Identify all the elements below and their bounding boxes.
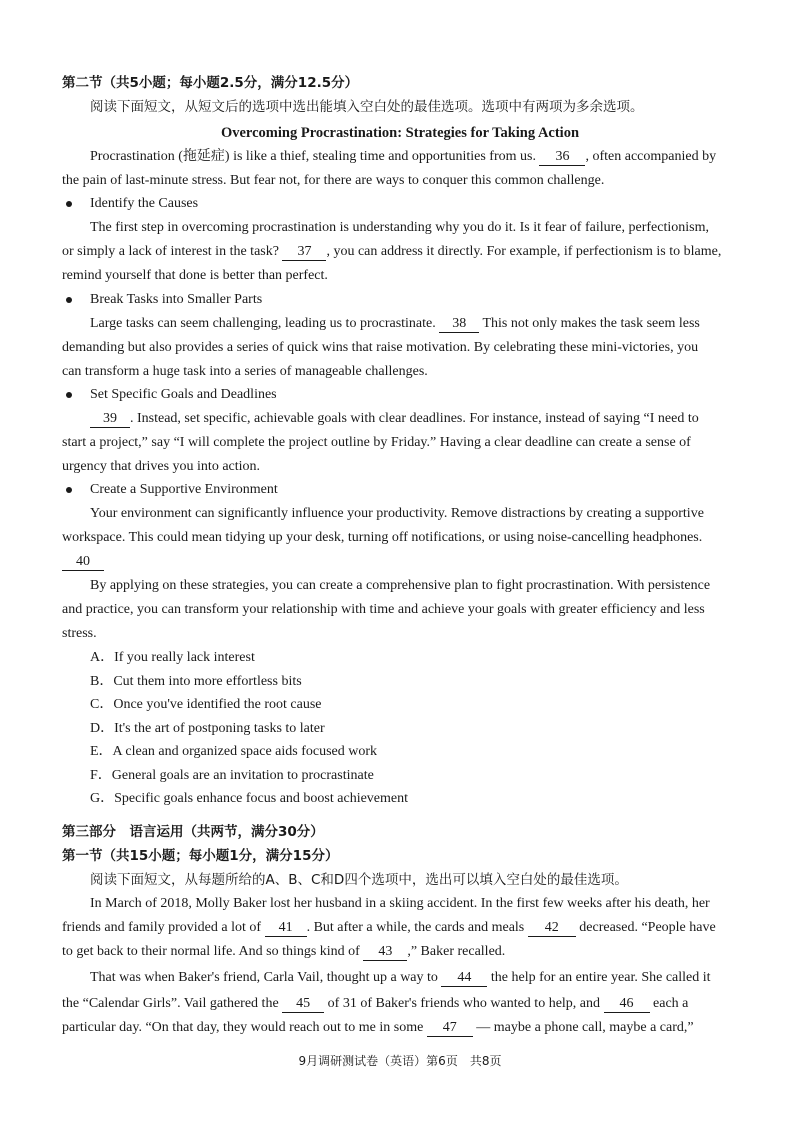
blank-44[interactable]: 44 — [441, 970, 487, 987]
p1-line-1: The first step in overcoming procrastination is understanding why you do it. Is it fear of failure, perfectionism, — [90, 220, 709, 235]
cloze-p2-line-3: particular day. “On that day, they would reach out to me in some 47 — maybe a phone call, maybe a card,” — [62, 1020, 694, 1035]
blank-40[interactable]: 40 — [62, 554, 104, 571]
option-f[interactable]: F．General goals are an invitation to procrastinate — [90, 768, 374, 783]
p4-line-3 — [62, 553, 104, 571]
intro-line-1: Procrastination (拖延症) is like a thief, stealing time and opportunities from us. 36 , often accompanied by — [90, 149, 717, 164]
blank-36[interactable]: 36 — [539, 149, 585, 166]
option-d[interactable]: D．It's the art of postponing tasks to later — [90, 721, 325, 736]
p3-line-2: start a project,” say “I will complete the project outline by Friday.” Having a clear deadline can create a sense of — [62, 435, 691, 450]
p5-line-3: stress. — [62, 626, 97, 641]
part3-instruction: 阅读下面短文，从每题所给的A、B、C和D四个选项中，选出可以填入空白处的最佳选项。 — [90, 872, 628, 888]
blank-43[interactable]: 43 — [363, 944, 407, 961]
cloze-p1-line-2: friends and family provided a lot of 41 . But after a while, the cards and meals 42 decreased. “People have — [62, 920, 716, 935]
p1-line-3: remind yourself that done is better than perfect. — [62, 268, 328, 283]
blank-37[interactable]: 37 — [282, 244, 326, 261]
cloze-p2-line-2: the “Calendar Girls”. Vail gathered the 45 of 31 of Baker's friends who wanted to help, and 46 each a — [62, 996, 689, 1011]
heading-break-tasks: Break Tasks into Smaller Parts — [90, 292, 263, 307]
p2-line-3: can transform a huge task into a series of manageable challenges. — [62, 364, 428, 379]
cloze-p2-line-1: That was when Baker's friend, Carla Vail, thought up a way to 44 the help for an entire year. She called it — [90, 970, 711, 985]
p2-line-2: demanding but also provides a series of quick wins that raise motivation. By celebrating these mini-victories, you — [62, 340, 699, 355]
blank-42[interactable]: 42 — [528, 920, 576, 937]
p5-line-1: By applying on these strategies, you can create a comprehensive plan to fight procrastination. With persistence — [90, 578, 711, 593]
heading-set-goals: Set Specific Goals and Deadlines — [90, 387, 277, 402]
p4-line-1: Your environment can significantly influence your productivity. Remove distractions by creating a supportive — [90, 506, 704, 521]
bullet-icon — [66, 487, 72, 493]
blank-39[interactable]: 39 — [90, 411, 130, 428]
passage-title: Overcoming Procrastination: Strategies for Taking Action — [220, 125, 580, 141]
blank-41[interactable]: 41 — [265, 920, 307, 937]
blank-45[interactable]: 45 — [282, 996, 324, 1013]
part3-header: 第三部分 语言运用（共两节，满分30分） — [62, 824, 324, 840]
option-a[interactable]: A．If you really lack interest — [90, 650, 255, 665]
cloze-p1-line-1: In March of 2018, Molly Baker lost her husband in a skiing accident. In the first few weeks after his death, her — [90, 896, 710, 911]
bullet-icon — [66, 201, 72, 207]
p5-line-2: and practice, you can transform your relationship with time and achieve your goals with greater efficiency and less — [62, 602, 705, 617]
heading-environment: Create a Supportive Environment — [90, 482, 278, 497]
part3-sub-header: 第一节（共15小题；每小题1分，满分15分） — [62, 848, 339, 864]
page-footer: 9月调研测试卷（英语）第6页 共8页 — [298, 1054, 502, 1068]
bullet-icon — [66, 297, 72, 303]
bullet-icon — [66, 392, 72, 398]
option-b[interactable]: B．Cut them into more effortless bits — [90, 674, 302, 689]
cloze-p1-line-3: to get back to their normal life. And so things kind of 43 ,” Baker recalled. — [62, 944, 506, 959]
blank-46[interactable]: 46 — [604, 996, 650, 1013]
p3-line-1: 39 . Instead, set specific, achievable goals with clear deadlines. For instance, instead of saying “I need to — [90, 410, 699, 428]
p2-line-1: Large tasks can seem challenging, leading us to procrastinate. 38 This not only makes the task seem less — [90, 316, 700, 331]
section2-instruction: 阅读下面短文，从短文后的选项中选出能填入空白处的最佳选项。选项中有两项为多余选项。 — [90, 99, 644, 115]
section2-header: 第二节（共5小题；每小题2.5分，满分12.5分） — [62, 75, 359, 91]
blank-38[interactable]: 38 — [439, 316, 479, 333]
heading-identify-causes: Identify the Causes — [90, 196, 199, 211]
blank-47[interactable]: 47 — [427, 1020, 473, 1037]
option-e[interactable]: E．A clean and organized space aids focused work — [90, 744, 378, 759]
p4-line-2: workspace. This could mean tidying up your desk, turning off notifications, or using noise-cancelling headphones. — [62, 530, 703, 545]
option-g[interactable]: G．Specific goals enhance focus and boost achievement — [90, 791, 409, 806]
p3-line-3: urgency that drives you into action. — [62, 459, 261, 474]
option-c[interactable]: C．Once you've identified the root cause — [90, 697, 322, 712]
p1-line-2: or simply a lack of interest in the task? 37 , you can address it directly. For example, if perfectionism is to blame, — [62, 244, 722, 259]
intro-line-2: the pain of last-minute stress. But fear not, for there are ways to conquer this common challenge. — [62, 173, 605, 188]
